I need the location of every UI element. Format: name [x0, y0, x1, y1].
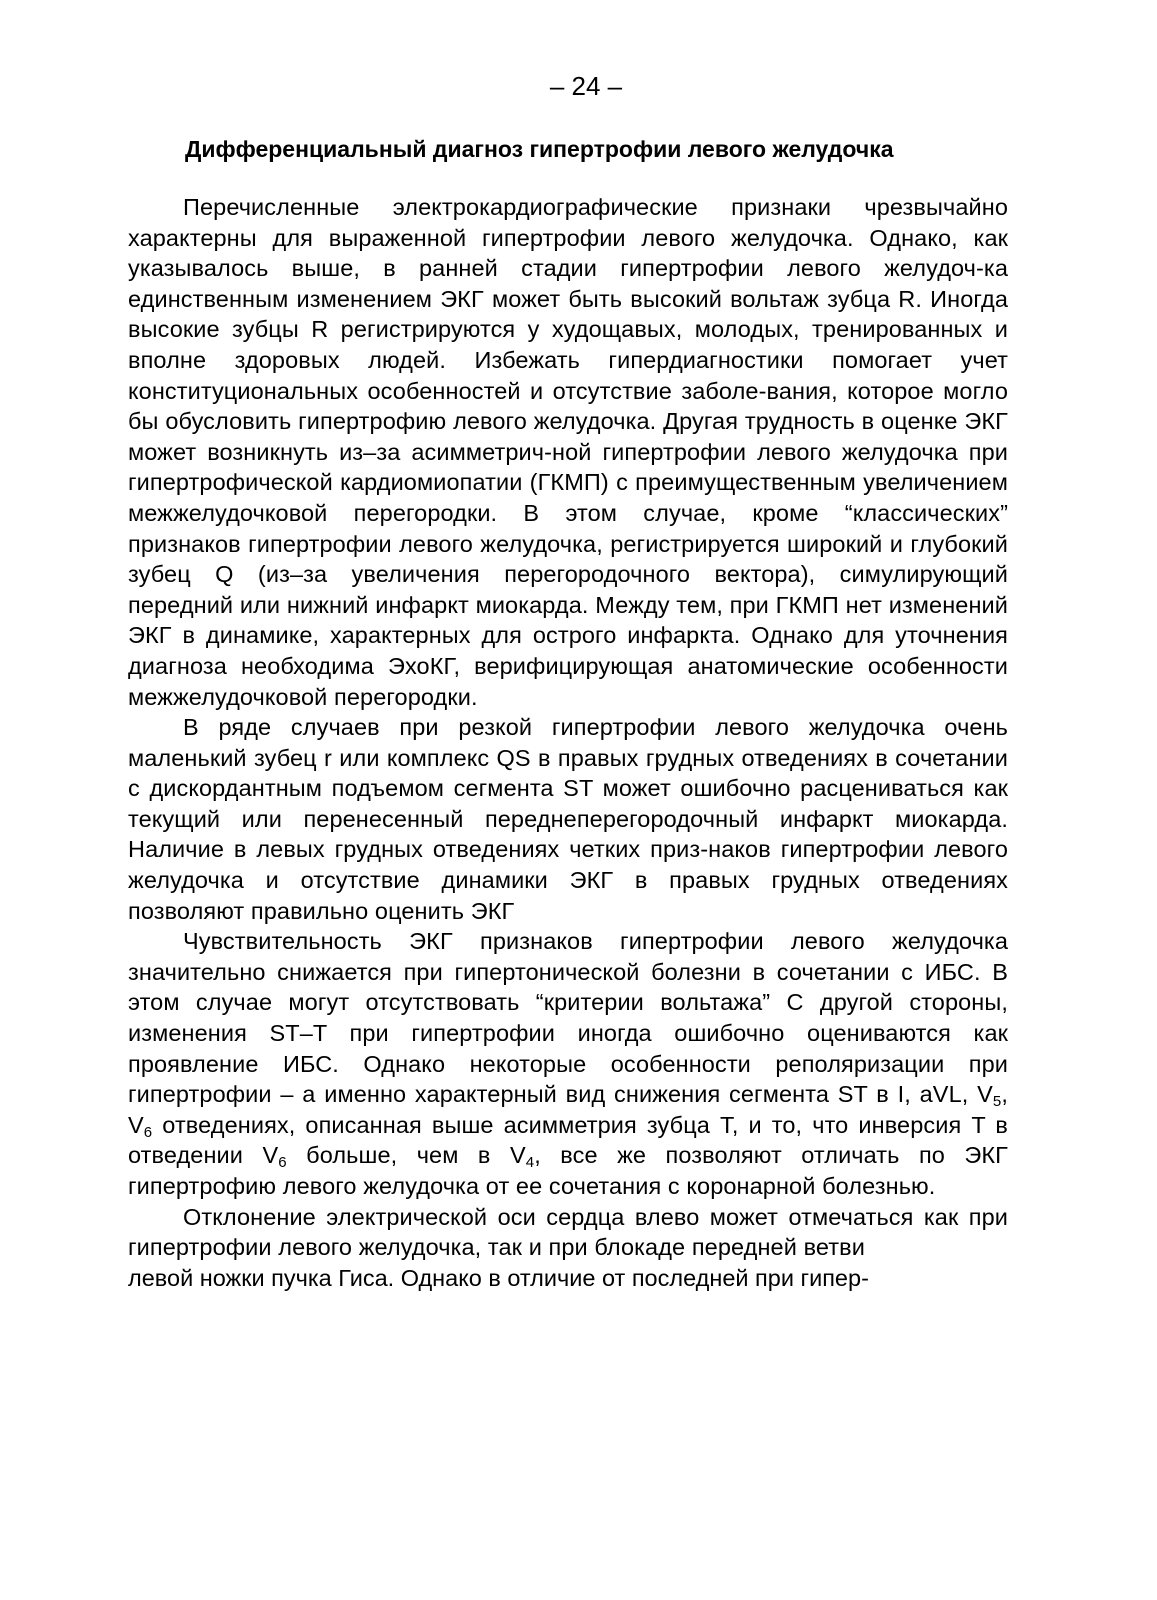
page-number: – 24 –: [549, 71, 623, 101]
paragraph-4: Отклонение электрической оси сердца влево может отмечаться как при гипертрофии левого желудочка, так и при блокаде передней ветви: [128, 1203, 1008, 1261]
paragraph-2: В ряде случаев при резкой гипертрофии левого желудочка очень маленький зубец r или комплекс QS в правых грудных отведениях в сочетании с дискордантным подъемом сегмента ST может ошибочно расцениваться как текущий или перенесенный переднеперегородочный инфаркт миокарда. Наличие в левых грудных отведениях четких приз-наков гипертрофии левого желудочка и отсутствие динамики ЭКГ в правых грудных отведениях позволяют правильно оценить ЭКГ: [128, 714, 1008, 924]
section-title: Дифференциальный диагноз гипертрофии левого желудочка: [185, 136, 894, 162]
paragraph-1: Перечисленные электрокардиографические признаки чрезвычайно характерны для выраженной гипертрофии левого желудочка. Однако, как указывалось выше, в ранней стадии гипертрофии левого желудоч-ка единственным изменением ЭКГ может быть высокий вольтаж зубца R. Иногда высокие зубцы R регистрируются у худощавых, молодых, тренированных и вполне здоровых людей. Избежать гипердиагностики помогает учет конституциональных особенностей и отсутствие заболе-вания, которое могло бы обусловить гипертрофию левого желудочка. Другая трудность в оценке ЭКГ может возникнуть из–за асимметрич-ной гипертрофии левого желудочка при гипертрофической кардиомиопатии (ГКМП) с преимущественным увеличением межжелудочковой перегородки. В этом случае, кроме “классических” признаков гипертрофии левого желудочка, регистрируется широкий и глубокий зубец Q (из–за увеличения перегородочного вектора), симулирующий передний или нижний инфаркт миокарда. Между тем, при ГКМП нет изменений ЭКГ в динамике, характерных для острого инфаркта. Однако для уточнения диагноза необходима ЭхоКГ, верифицирующая анатомические особенности межжелудочковой перегородки.: [128, 194, 1008, 710]
paragraph-3: Чувствительность ЭКГ признаков гипертрофии левого желудочка значительно снижается при гипертонической болезни в сочетании с ИБС. В этом случае могут отсутствовать “критерии вольтажа” С другой стороны, изменения ST–T при гипертрофии иногда ошибочно оцениваются как проявление ИБС. Однако некоторые особенности реполяризации при гипертрофии – а именно характерный вид снижения сегмента ST в I, aVL, $V_5$, $V_6$ отведениях, описанная выше асимметрия зубца T, и то, что инверсия T в отведении $V_6$ больше, чем в $V_4$, все же позволяют отличать по ЭКГ гипертрофию левого желудочка от ее сочетания с коронарной болезнью.: [128, 928, 1008, 1199]
document-page: [128, 70, 1008, 1293]
paragraph-continuation: левой ножки пучка Гиса. Однако в отличие от последней при гипер-: [128, 1264, 869, 1291]
